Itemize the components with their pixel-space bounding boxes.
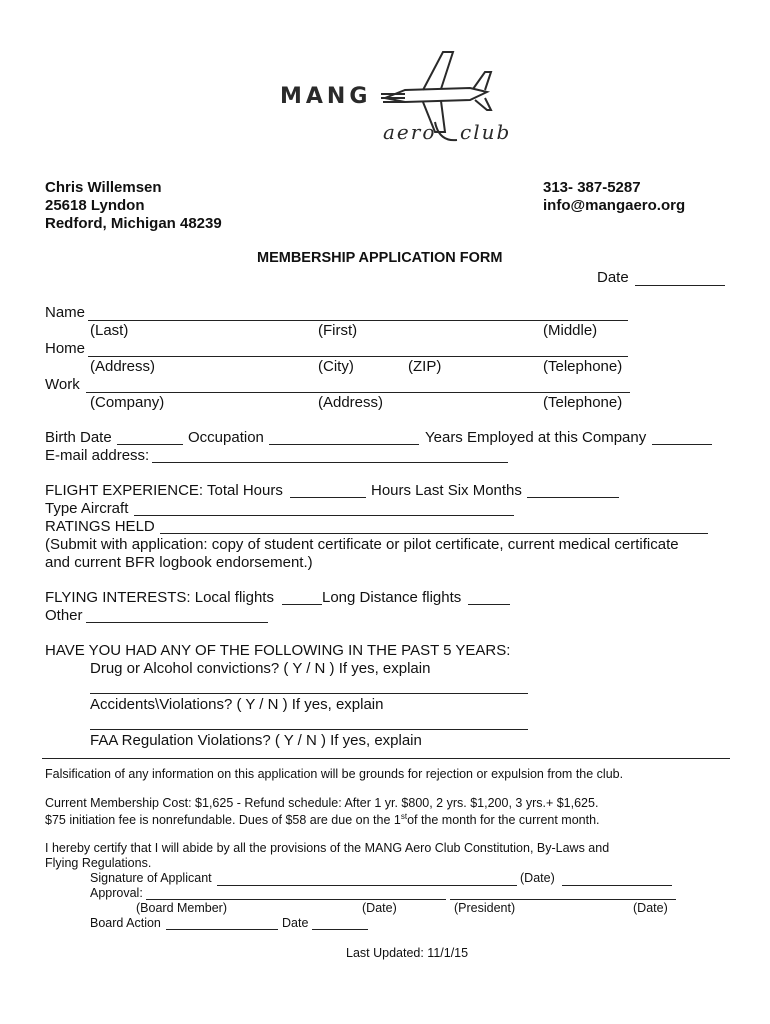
type-aircraft-label: Type Aircraft [45, 500, 129, 517]
home-sub-address: (Address) [90, 358, 156, 375]
logo-swoosh [431, 118, 461, 148]
work-sub-company: (Company) [90, 394, 165, 411]
home-label: Home [45, 340, 86, 357]
submit-note-line2: and current BFR logbook endorsement.) [45, 554, 313, 571]
total-hours-label: FLIGHT EXPERIENCE: Total Hours [45, 482, 283, 499]
years-employed-label: Years Employed at this Company [425, 429, 647, 446]
last-updated: Last Updated: 11/1/15 [346, 946, 469, 960]
logo-sub-club: club [460, 120, 512, 144]
president-field[interactable] [450, 899, 676, 900]
hours-six-months-field[interactable] [527, 497, 619, 498]
contact-street: 25618 Lyndon [45, 197, 145, 214]
contact-name: Chris Willemsen [45, 179, 162, 196]
work-field[interactable] [86, 392, 630, 393]
hours-six-months-label: Hours Last Six Months [371, 482, 522, 499]
board-member-field[interactable] [146, 899, 446, 900]
years-employed-field[interactable] [652, 444, 712, 445]
other-label: Other [45, 607, 83, 624]
work-sub-telephone: (Telephone) [543, 394, 623, 411]
name-sub-first: (First) [318, 322, 358, 339]
history-q1-field[interactable] [90, 693, 528, 694]
contact-email: info@mangaero.org [543, 197, 686, 214]
form-title: MEMBERSHIP APPLICATION FORM [257, 250, 503, 266]
long-distance-field[interactable] [468, 604, 510, 605]
cost-line2-sup: st [400, 812, 408, 821]
president-date-sub: (Date) [633, 901, 668, 915]
home-sub-zip: (ZIP) [408, 358, 442, 375]
logo-brand: MANG [280, 84, 372, 109]
ratings-label: RATINGS HELD [45, 518, 155, 535]
signature-date-label: (Date) [520, 871, 555, 885]
president-sub: (President) [454, 901, 516, 915]
ratings-field[interactable] [160, 533, 708, 534]
approval-label: Approval: [90, 886, 143, 900]
submit-note-line1: (Submit with application: copy of student certificate or pilot certificate, current medical certificate [45, 536, 679, 553]
board-action-label: Board Action [90, 916, 161, 930]
signature-label: Signature of Applicant [90, 871, 212, 885]
falsification-note: Falsification of any information on this application will be grounds for rejection or expulsion from the club. [45, 767, 624, 781]
separator [42, 758, 730, 759]
long-distance-label: Long Distance flights [322, 589, 462, 606]
name-sub-last: (Last) [90, 322, 129, 339]
board-action-field[interactable] [166, 929, 278, 930]
name-field[interactable] [88, 320, 628, 321]
occupation-label: Occupation [188, 429, 264, 446]
total-hours-field[interactable] [290, 497, 366, 498]
board-action-date-field[interactable] [312, 929, 368, 930]
local-flights-label: FLYING INTERESTS: Local flights [45, 589, 274, 606]
type-aircraft-field[interactable] [134, 515, 514, 516]
date-label: Date [597, 269, 629, 286]
cost-line1: Current Membership Cost: $1,625 - Refund schedule: After 1 yr. $800, 2 yrs. $1,200, 3 yrs.+ $1,625. [45, 796, 599, 810]
birth-date-label: Birth Date [45, 429, 112, 446]
birth-date-field[interactable] [117, 444, 183, 445]
cost-line2-a: $75 initiation fee is nonrefundable. Dues of $58 are due on the 1 [45, 813, 401, 828]
local-flights-field[interactable] [282, 604, 322, 605]
certify-line1: I hereby certify that I will abide by all the provisions of the MANG Aero Club Constitution, By-Laws and [45, 841, 610, 855]
occupation-field[interactable] [269, 444, 419, 445]
history-q3: FAA Regulation Violations? ( Y / N ) If yes, explain [90, 732, 422, 749]
home-field[interactable] [88, 356, 628, 357]
signature-field[interactable] [217, 885, 517, 886]
logo [255, 40, 520, 155]
work-label: Work [45, 376, 80, 393]
certify-line2: Flying Regulations. [45, 856, 152, 870]
name-label: Name [45, 304, 86, 321]
history-q2: Accidents\Violations? ( Y / N ) If yes, explain [90, 696, 384, 713]
board-action-date-label: Date [282, 916, 309, 930]
signature-date-field[interactable] [562, 885, 672, 886]
contact-phone: 313- 387-5287 [543, 179, 641, 196]
cost-line2 [45, 812, 600, 827]
history-q1: Drug or Alcohol convictions? ( Y / N ) If yes, explain [90, 660, 431, 677]
home-sub-telephone: (Telephone) [543, 358, 623, 375]
work-sub-address: (Address) [318, 394, 384, 411]
logo-sub-aero: aero [383, 120, 437, 144]
name-sub-middle: (Middle) [543, 322, 598, 339]
cost-line2-b: of the month for the current month. [407, 813, 600, 828]
board-member-sub: (Board Member) [136, 901, 227, 915]
board-date-sub: (Date) [362, 901, 397, 915]
history-heading: HAVE YOU HAD ANY OF THE FOLLOWING IN THE PAST 5 YEARS: [45, 642, 511, 659]
date-field[interactable] [635, 285, 725, 286]
contact-city: Redford, Michigan 48239 [45, 215, 222, 232]
email-field[interactable] [152, 462, 508, 463]
history-q2-field[interactable] [90, 729, 528, 730]
home-sub-city: (City) [318, 358, 354, 375]
email-label: E-mail address: [45, 447, 150, 464]
other-field[interactable] [86, 622, 268, 623]
